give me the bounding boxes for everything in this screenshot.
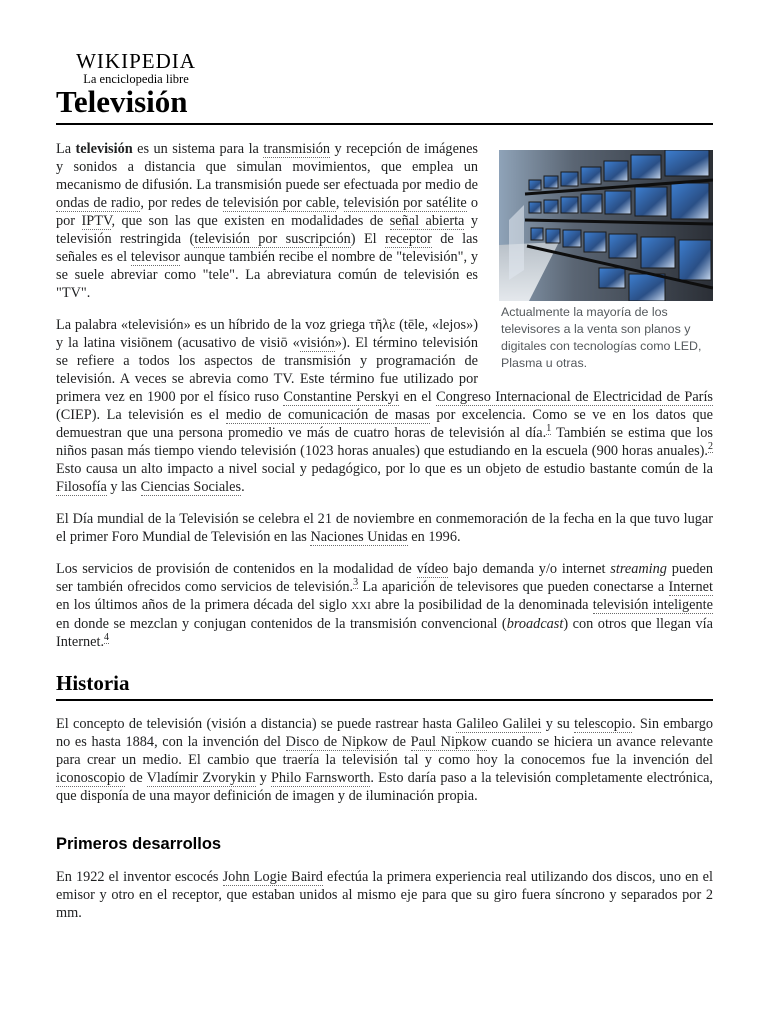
text-span: es un sistema para la — [132, 141, 264, 157]
text-span: , por redes de — [140, 195, 223, 211]
text-span: bajo demanda y/o internet — [448, 561, 611, 577]
text-span: También se estima que los niños pasan más tiempo viendo televisión (1023 horas anuales) que estudiando en la escuela (900 horas anuales). — [56, 425, 713, 459]
link-internet[interactable]: Internet — [668, 579, 713, 595]
text-span: aunque también recibe el nombre de "televisión", y se suele abreviar como "tele". La abreviatura común de televisión es "TV". — [56, 249, 478, 301]
link-telescopio[interactable]: telescopio — [574, 716, 633, 732]
text-span: El Día mundial de la Televisión se celebra el 21 de noviembre en conmemoración de la fecha en la que tuvo lugar el primer Foro Mundial de Televisión en las — [56, 511, 713, 545]
text-span: , — [335, 195, 344, 211]
text-span: por excelencia. Como se ve en los datos que demuestran que una persona promedio ve más de cuatro horas de televisión al día. — [56, 407, 713, 441]
italic-term: streaming — [610, 561, 667, 577]
section-heading-historia: Historia — [56, 669, 713, 701]
link-constantine-perskyi[interactable]: Constantine Perskyi — [283, 389, 400, 405]
text-span: en donde se mezclan y conjugan contenidos de la transmisión convencional ( — [56, 616, 507, 632]
text-span: La palabra «televisión» es un híbrido de la voz griega τῆλε (tēle, «lejos») y la latina visiōnem (acusativo de visiō « — [56, 317, 478, 351]
text-span: . Sin embargo no es hasta 1884, con la invención del — [56, 716, 713, 750]
italic-term: broadcast — [506, 616, 564, 632]
text-span: Los servicios de provisión de contenidos en la modalidad de — [56, 561, 417, 577]
text-span: La aparición de televisores que pueden conectarse a — [358, 579, 669, 595]
text-span: . — [241, 479, 245, 495]
link-medio-de-comunicacion[interactable]: medio de comunicación de masas — [225, 407, 430, 423]
text-span: cuando se hiciera un avance relevante para crear un medio. El cambio que traería la televisión tal y como hoy la conocemos fue la invención del — [56, 734, 713, 768]
reference-3[interactable]: 3 — [353, 577, 359, 589]
text-span: y su — [541, 716, 575, 732]
intro-paragraph-4 — [56, 560, 713, 651]
link-televisor[interactable]: televisor — [130, 249, 181, 265]
televisores-store-image[interactable] — [499, 150, 713, 301]
link-naciones-unidas[interactable]: Naciones Unidas — [310, 529, 408, 545]
intro-paragraph-3 — [56, 510, 713, 546]
reference-4[interactable]: 4 — [104, 632, 110, 644]
text-span: (CIEP). La televisión es el — [56, 407, 226, 423]
link-television-por-cable[interactable]: televisión por cable — [222, 195, 336, 211]
text-span: Esto causa un alto impacto a nivel social y pedagógico, por lo que es un objeto de estudio bastante común de la — [56, 461, 713, 477]
link-ciencias-sociales[interactable]: Ciencias Sociales — [140, 479, 242, 495]
bold-term: televisión — [75, 141, 133, 157]
historia-paragraph-1 — [56, 715, 713, 805]
text-span: de — [125, 770, 147, 786]
figure-caption: Actualmente la mayoría de los televisores a la venta son planos y digitales con tecnologías como LED, Plasma u otras. — [501, 305, 702, 370]
link-filosofia[interactable]: Filosofía — [56, 479, 107, 495]
text-span: pueden ser también ofrecidos como servicios de televisión. — [56, 561, 714, 595]
century-numeral: XXI — [351, 600, 371, 612]
text-span: En 1922 el inventor escocés — [56, 869, 223, 885]
text-span: »). El término televisión se refiere a todos los aspectos de transmisión y programación de televisión. A veces se abrevia como TV. Este término fue utilizado por primera vez en 1900 por el físico ruso — [56, 335, 478, 405]
text-span: ) El — [350, 231, 386, 247]
text-span: o por — [56, 195, 478, 229]
text-span: y las — [106, 479, 141, 495]
link-video[interactable]: vídeo — [416, 561, 449, 577]
link-television-inteligente[interactable]: televisión inteligente — [592, 597, 713, 613]
link-iptv[interactable]: IPTV — [81, 213, 112, 229]
link-senal-abierta[interactable]: señal abierta — [389, 213, 465, 229]
link-paul-nipkow[interactable]: Paul Nipkow — [410, 734, 487, 750]
primeros-paragraph-1 — [56, 868, 713, 922]
text-span: efectúa la primera experiencia real utilizando dos discos, uno en el emisor y otro en el receptor, que estaban unidos al mismo eje para que su giro fuera síncrono y separados por 2 mm. — [56, 869, 713, 921]
link-transmision[interactable]: transmisión — [263, 141, 331, 157]
text-span: y — [255, 770, 271, 786]
text-span: de las señales es el — [56, 231, 478, 265]
link-vision[interactable]: visión — [299, 335, 335, 351]
text-span: ) con otros que llegan vía Internet. — [56, 616, 713, 650]
link-receptor[interactable]: receptor — [385, 231, 432, 247]
link-television-por-suscripcion[interactable]: televisión por suscripción — [194, 231, 351, 247]
article-body — [56, 140, 713, 936]
text-span: y recepción de imágenes y sonidos a distancia que simulan movimientos, que emplea un mecanismo de difusión. La transmisión puede ser efectuada por medio de — [56, 141, 478, 193]
link-galileo-galilei[interactable]: Galileo Galilei — [456, 716, 542, 732]
wikipedia-logo[interactable] — [76, 50, 196, 86]
figure-televisores — [499, 150, 716, 372]
link-vladimir-zvorykin[interactable]: Vladímir Zvorykin — [146, 770, 256, 786]
link-philo-farnsworth[interactable]: Philo Farnsworth — [270, 770, 371, 786]
text-span: abre la posibilidad de la denominada — [370, 597, 593, 613]
text-span: de — [387, 734, 411, 750]
text-span: , que son las que existen en modalidades de — [111, 213, 390, 229]
link-ondas-de-radio[interactable]: ondas de radio — [56, 195, 141, 211]
text-span: en el — [399, 389, 437, 405]
text-span: en los últimos años de la primera década del siglo — [56, 597, 352, 613]
link-congreso-internacional[interactable]: Congreso Internacional de Electricidad de París — [436, 389, 713, 405]
text-span: La — [56, 141, 76, 157]
text-span: . Esto daría paso a la televisión completamente electrónica, que disponía de una mayor definición de imagen y de iluminación propia. — [56, 770, 713, 804]
reference-2[interactable]: 2 — [708, 441, 713, 453]
link-disco-de-nipkow[interactable]: Disco de Nipkow — [285, 734, 388, 750]
link-iconoscopio[interactable]: iconoscopio — [56, 770, 126, 786]
text-span: El concepto de televisión (visión a distancia) se puede rastrear hasta — [56, 716, 457, 732]
text-span: en 1996. — [407, 529, 461, 545]
page-title: Televisión — [56, 82, 713, 125]
text-span: y televisión restringida ( — [56, 213, 478, 247]
link-television-por-satelite[interactable]: televisión por satélite — [343, 195, 467, 211]
reference-1[interactable]: 1 — [546, 423, 552, 435]
logo-tagline: La enciclopedia libre — [83, 72, 189, 86]
section-heading-primeros-desarrollos: Primeros desarrollos — [56, 835, 222, 853]
link-john-logie-baird[interactable]: John Logie Baird — [222, 869, 323, 885]
logo-wordmark: WIKIPEDIA — [76, 49, 196, 73]
